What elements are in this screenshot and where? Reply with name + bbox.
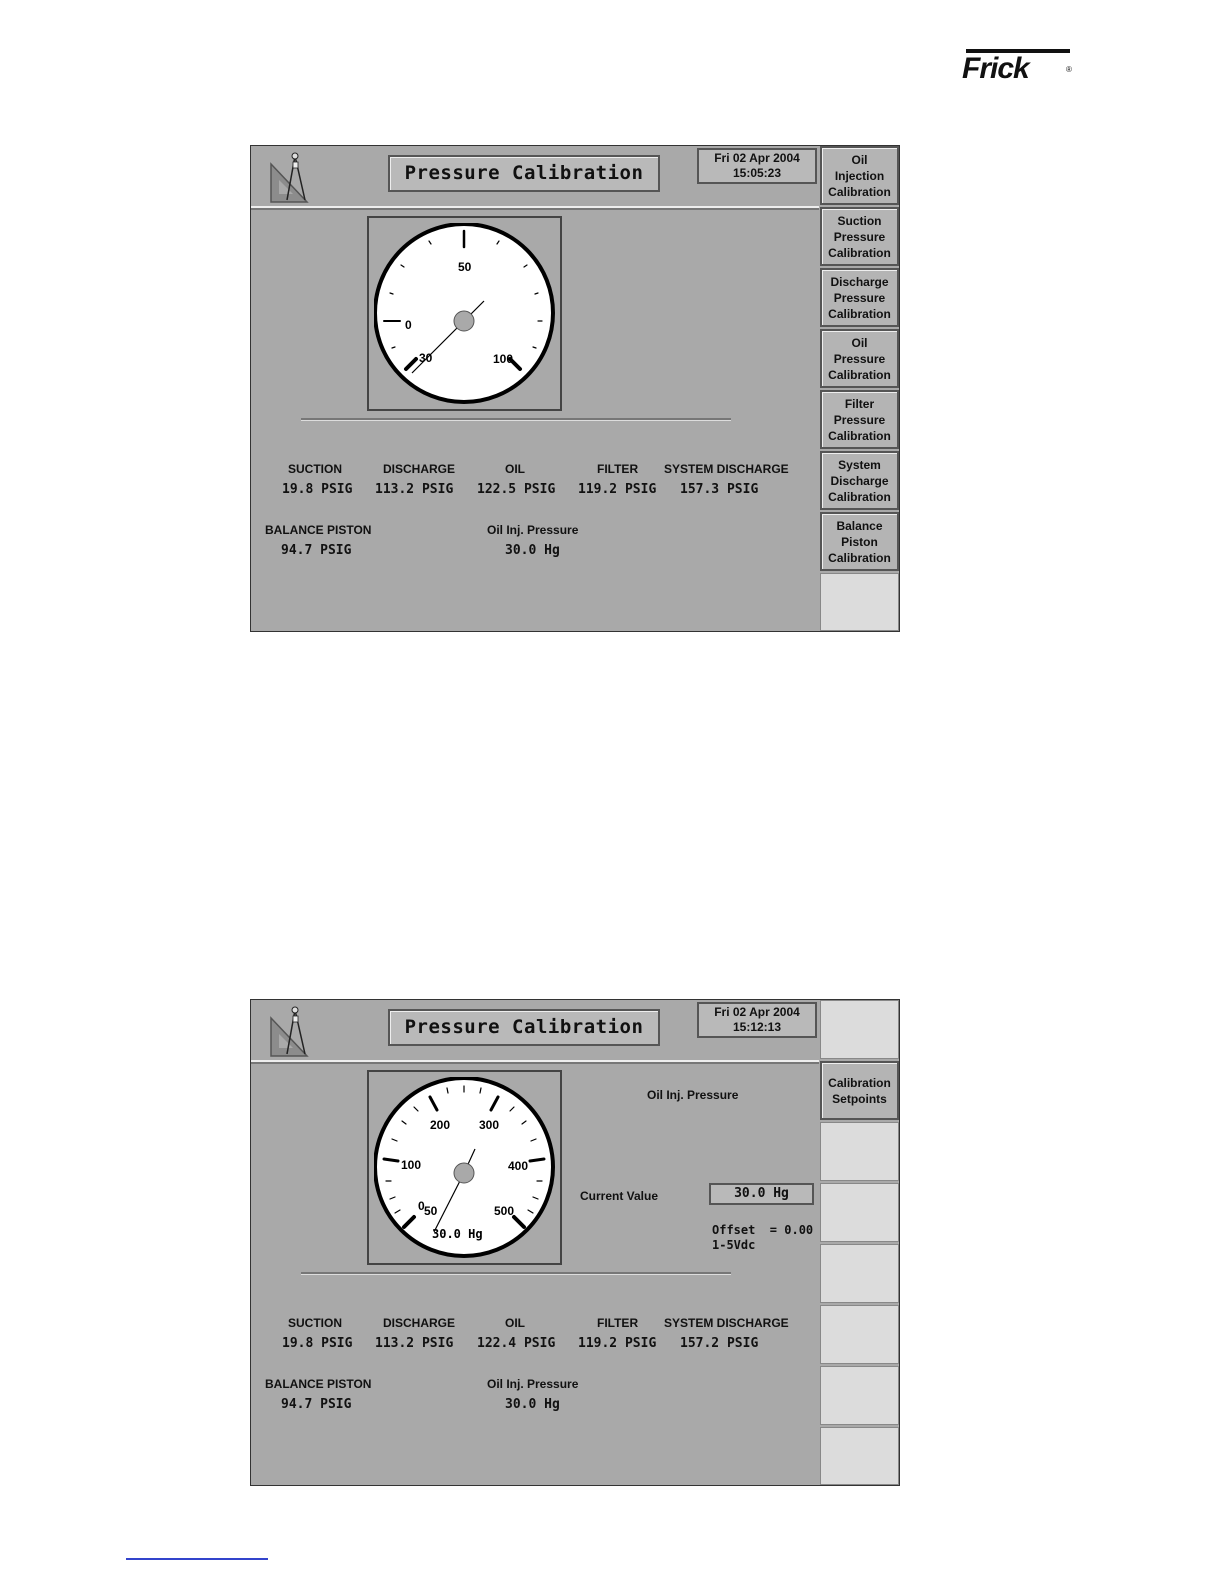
- filter-label: FILTER: [597, 462, 639, 476]
- calibration-setpoints-button[interactable]: Calibration Setpoints: [820, 1061, 899, 1120]
- balance-piston-label: BALANCE PISTON: [265, 1377, 372, 1391]
- oil-pressure-calibration-button[interactable]: Oil Pressure Calibration: [820, 329, 899, 388]
- gauge-readout: 30.0 Hg: [432, 1227, 483, 1241]
- filter-pressure-calibration-button[interactable]: Filter Pressure Calibration: [820, 390, 899, 449]
- blank-softkey[interactable]: [820, 1000, 899, 1059]
- offset-text: Offset = 0.00: [712, 1223, 814, 1237]
- system-discharge-value: 157.2 PSIG: [680, 1336, 759, 1351]
- softkey-column: [820, 146, 900, 631]
- suction-label: SUCTION: [288, 462, 342, 476]
- oil-value: 122.5 PSIG: [477, 482, 556, 497]
- blank-softkey[interactable]: [820, 573, 899, 631]
- pressure-gauge: [367, 1070, 562, 1265]
- filter-label: FILTER: [597, 1316, 639, 1330]
- suction-pressure-calibration-button[interactable]: Suction Pressure Calibration: [820, 207, 899, 266]
- system-discharge-calibration-button[interactable]: System Discharge Calibration: [820, 451, 899, 510]
- page-title: Pressure Calibration: [388, 155, 660, 192]
- drafting-tools-icon: [267, 150, 317, 204]
- discharge-pressure-calibration-button[interactable]: Discharge Pressure Calibration: [820, 268, 899, 327]
- gauge-label: 0: [405, 318, 412, 332]
- balance-piston-label: BALANCE PISTON: [265, 523, 372, 537]
- system-discharge-value: 157.3 PSIG: [680, 482, 759, 497]
- oil-inj-pressure-label: Oil Inj. Pressure: [487, 1377, 579, 1391]
- divider-line: [301, 418, 731, 421]
- pressure-gauge: [367, 216, 562, 411]
- balance-piston-value: 94.7 PSIG: [281, 1397, 352, 1412]
- gauge-label: 100: [401, 1158, 422, 1172]
- oil-inj-pressure-value: 30.0 Hg: [505, 543, 560, 558]
- date-time-display: [697, 148, 817, 184]
- current-value-field: 30.0 Hg: [709, 1183, 814, 1205]
- system-discharge-label: SYSTEM DISCHARGE: [664, 1316, 789, 1330]
- discharge-value: 113.2 PSIG: [375, 482, 454, 497]
- oil-label: OIL: [505, 462, 525, 476]
- suction-value: 19.8 PSIG: [282, 482, 353, 497]
- svg-text:Frick: Frick: [962, 52, 1029, 82]
- svg-text:®: ®: [1066, 65, 1072, 74]
- gauge-label: 300: [479, 1118, 500, 1132]
- suction-label: SUCTION: [288, 1316, 342, 1330]
- pressure-calibration-screen-2: [250, 999, 900, 1486]
- pressure-calibration-screen-1: [250, 145, 900, 632]
- blank-softkey[interactable]: [820, 1427, 899, 1485]
- softkey-column: [820, 1000, 900, 1485]
- gauge-label: 30: [419, 351, 433, 365]
- filter-value: 119.2 PSIG: [578, 482, 657, 497]
- footer-rule: [126, 1558, 268, 1560]
- date-text: Fri 02 Apr 2004: [714, 151, 800, 165]
- gauge-dial: [374, 1077, 555, 1258]
- gauge-label: 0: [418, 1199, 425, 1213]
- time-text: 15:05:23: [732, 166, 782, 180]
- oil-injection-calibration-button[interactable]: Oil Injection Calibration: [820, 146, 899, 205]
- gauge-label: 500: [494, 1204, 515, 1218]
- blank-softkey[interactable]: [820, 1244, 899, 1303]
- detail-heading: Oil Inj. Pressure: [647, 1088, 739, 1102]
- date-text: Fri 02 Apr 2004: [714, 1005, 800, 1019]
- oil-inj-pressure-value: 30.0 Hg: [505, 1397, 560, 1412]
- blank-softkey[interactable]: [820, 1366, 899, 1425]
- blank-softkey[interactable]: [820, 1305, 899, 1364]
- current-value-label: Current Value: [580, 1189, 659, 1203]
- time-text: 15:12:13: [732, 1020, 782, 1034]
- discharge-label: DISCHARGE: [383, 462, 456, 476]
- gauge-label: 100: [493, 352, 514, 366]
- blank-softkey[interactable]: [820, 1183, 899, 1242]
- oil-label: OIL: [505, 1316, 525, 1330]
- header-bar: [251, 1000, 819, 1062]
- balance-piston-calibration-button[interactable]: Balance Piston Calibration: [820, 512, 899, 571]
- gauge-dial: [374, 223, 555, 404]
- blank-softkey[interactable]: [820, 1122, 899, 1181]
- gauge-label: 200: [430, 1118, 451, 1132]
- drafting-tools-icon: [267, 1004, 317, 1058]
- frick-logo: [960, 46, 1078, 82]
- oil-inj-pressure-label: Oil Inj. Pressure: [487, 523, 579, 537]
- signal-type-text: 1-5Vdc: [712, 1238, 756, 1252]
- oil-value: 122.4 PSIG: [477, 1336, 556, 1351]
- page-title: Pressure Calibration: [388, 1009, 660, 1046]
- divider-line: [301, 1272, 731, 1275]
- discharge-label: DISCHARGE: [383, 1316, 456, 1330]
- gauge-label: 50: [424, 1204, 438, 1218]
- date-time-display: [697, 1002, 817, 1038]
- gauge-label: 400: [508, 1159, 529, 1173]
- filter-value: 119.2 PSIG: [578, 1336, 657, 1351]
- balance-piston-value: 94.7 PSIG: [281, 543, 352, 558]
- discharge-value: 113.2 PSIG: [375, 1336, 454, 1351]
- gauge-label: 50: [458, 260, 472, 274]
- suction-value: 19.8 PSIG: [282, 1336, 353, 1351]
- header-bar: [251, 146, 819, 208]
- system-discharge-label: SYSTEM DISCHARGE: [664, 462, 789, 476]
